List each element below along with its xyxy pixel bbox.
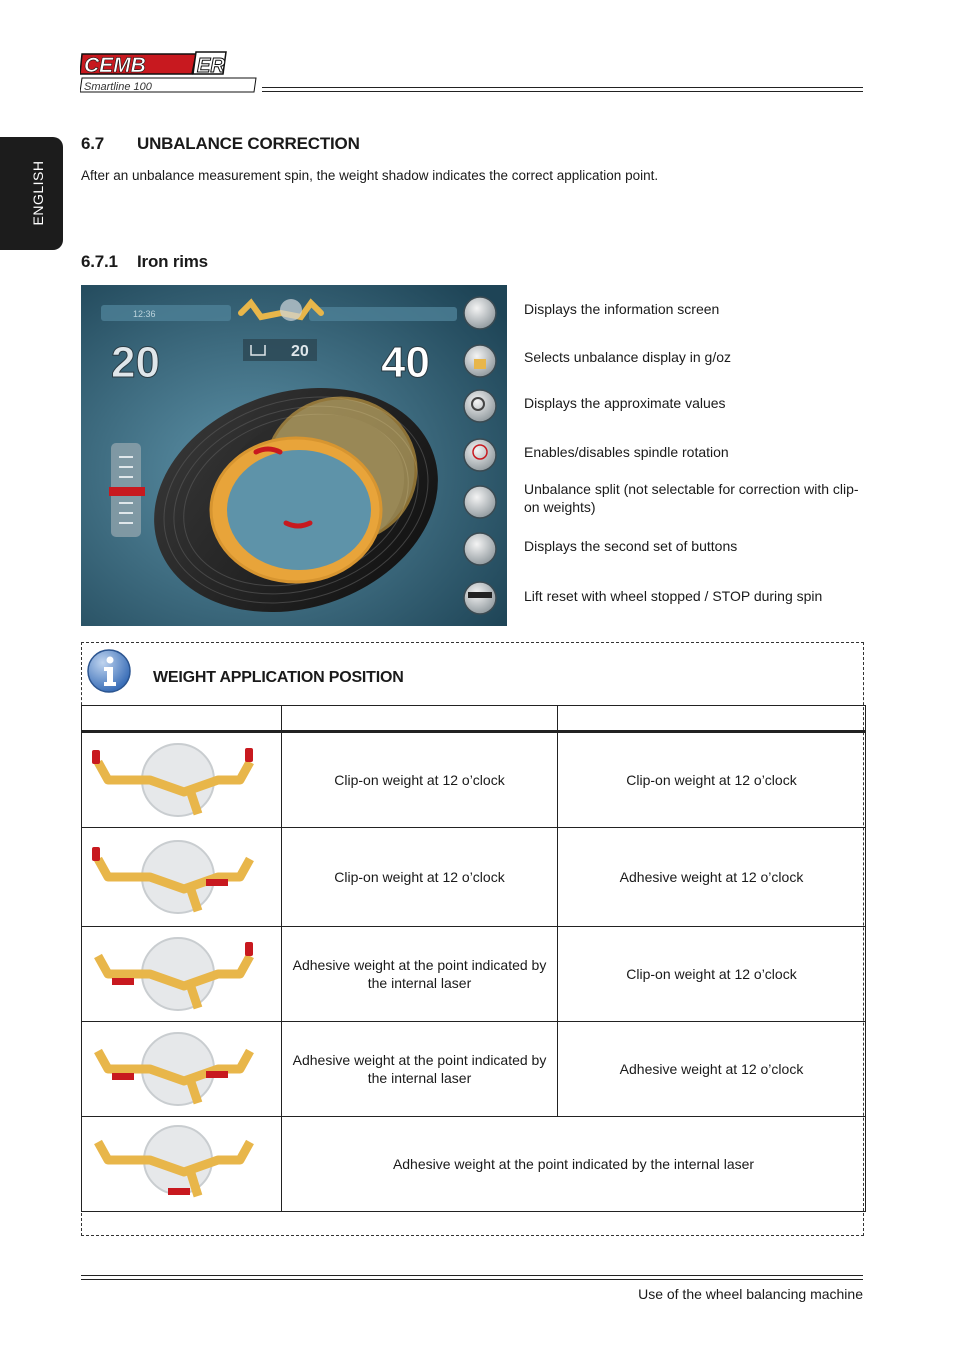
header-rule [262,91,863,92]
language-tab-label: ENGLISH [30,160,46,226]
rim-diagram-adhesive-center [90,1124,260,1204]
balancer-screen [81,285,507,626]
svg-text:CEMB: CEMB [84,54,146,77]
legend-item-split: Unbalance split (not selectable for correction with clip-on weights) [524,481,859,515]
rim-diagram-clip-clip [90,740,260,820]
legend-item-next-buttons: Displays the second set of buttons [524,538,738,554]
rim-diagram-cell [82,1022,282,1117]
table-row [82,828,866,927]
header-rule [262,87,863,88]
combined-plane-cell: Adhesive weight at the point indicated by the internal laser [282,1117,866,1212]
legend-item-info: Displays the information screen [524,301,720,317]
outer-plane-cell: Clip-on weight at 12 o’clock [558,732,866,828]
legend-item-stop: Lift reset with wheel stopped / STOP during spin [524,588,823,604]
subsection-title: Iron rims [137,252,208,271]
weight-position-table [81,705,866,1212]
section-number: 6.7 [81,134,105,153]
svg-text:20: 20 [291,343,309,360]
legend-item-spindle: Enables/disables spindle rotation [524,444,729,460]
table-row [82,732,866,828]
info-icon [86,648,132,694]
section-title: UNBALANCE CORRECTION [137,134,360,153]
rim-diagram-cell [82,732,282,828]
table-row [82,927,866,1022]
rim-diagram-cell [82,1117,282,1212]
svg-text:ER: ER [197,55,225,77]
outer-plane-cell: Adhesive weight at 12 o’clock [558,1022,866,1117]
table-row [82,1022,866,1117]
legend-item-approximate: Displays the approximate values [524,395,726,411]
rim-diagram-cell [82,927,282,1022]
rim-diagram-adhesive-clip [90,934,260,1014]
footer-text: Use of the wheel balancing machine [638,1286,863,1302]
section-intro: After an unbalance measurement spin, the weight shadow indicates the correct application point. [81,168,659,183]
footer-rule [81,1275,863,1276]
footer-rule [81,1279,863,1280]
subsection-number: 6.7.1 [81,252,118,271]
svg-text:Smartline 100: Smartline 100 [84,81,152,93]
inner-plane-cell: Adhesive weight at the point indicated by the internal laser [282,927,558,1022]
info-box-title: WEIGHT APPLICATION POSITION [153,669,404,686]
rim-diagram-clip-adhesive [90,837,260,917]
outer-plane-cell: Adhesive weight at 12 o’clock [558,828,866,927]
inner-plane-cell: Clip-on weight at 12 o’clock [282,828,558,927]
rim-diagram-cell [82,828,282,927]
cemb-logo [80,48,260,98]
svg-text:12:36: 12:36 [133,309,156,319]
outer-plane-cell: Clip-on weight at 12 o’clock [558,927,866,1022]
inner-plane-cell: Adhesive weight at the point indicated by the internal laser [282,1022,558,1117]
table-row [82,1117,866,1212]
inner-plane-cell: Clip-on weight at 12 o’clock [282,732,558,828]
left-unbalance-value: 20 [111,338,160,387]
right-unbalance-value: 40 [381,338,430,387]
legend-item-weight-unit: Selects unbalance display in g/oz [524,349,732,365]
table-header-row [82,706,866,732]
rim-diagram-adhesive-adhesive [90,1029,260,1109]
